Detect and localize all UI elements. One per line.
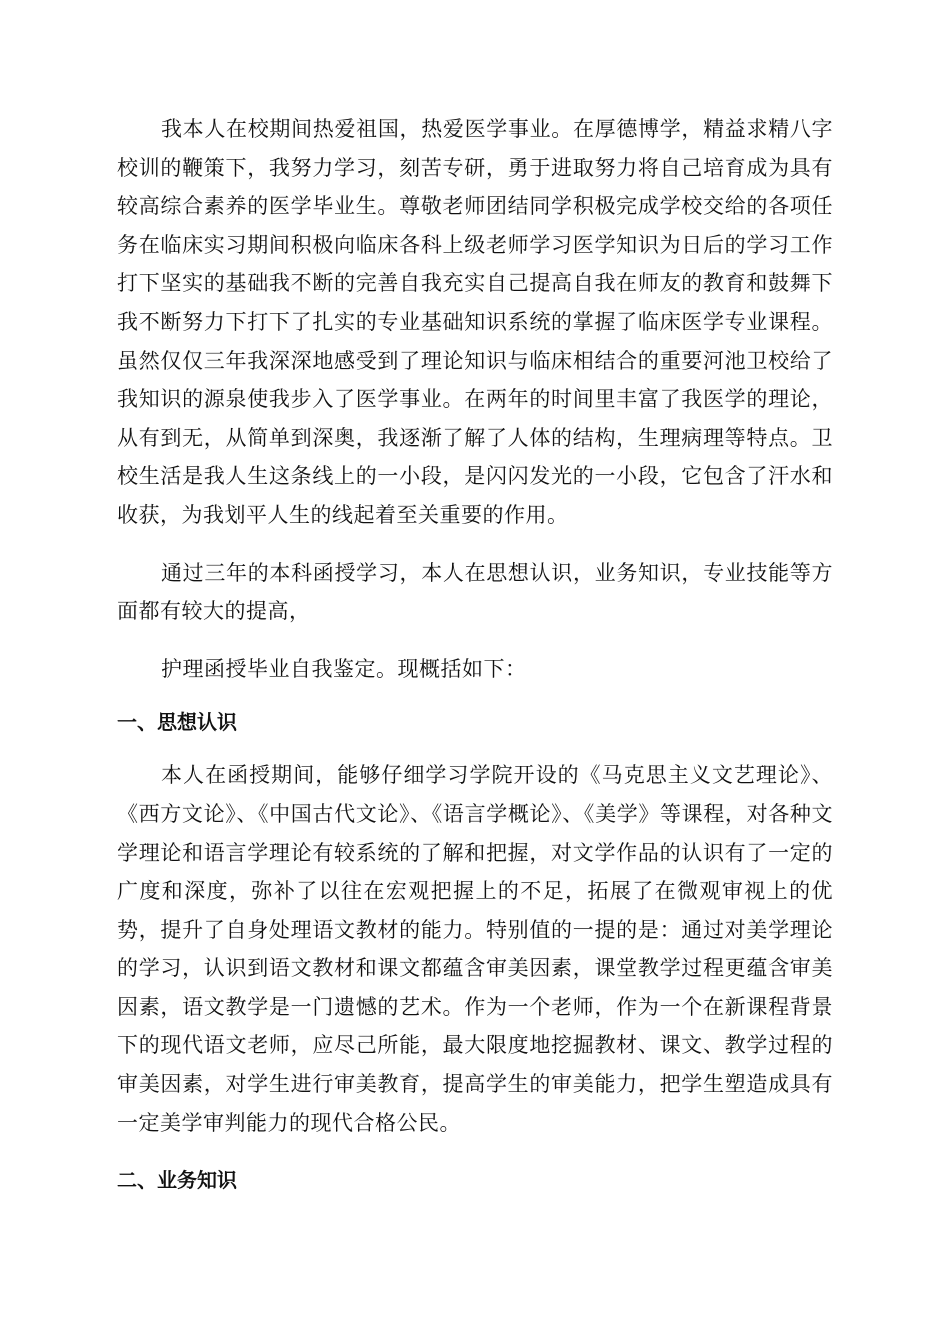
heading-professional-knowledge: 二、业务知识	[117, 1168, 237, 1193]
heading-ideological-understanding: 一、思想认识	[117, 710, 237, 735]
paragraph-study-summary: 通过三年的本科函授学习，本人在思想认识，业务知识，专业技能等方面都有较大的提高，	[117, 560, 833, 624]
paragraph-ideological-understanding: 本人在函授期间，能够仔细学习学院开设的《马克思主义文艺理论》、《西方文论》、《中国古代文论》、《语言学概论》、《美学》等课程，对各种文学理论和语言学理论有较系统的了解和把握，对文学作品的认识有了一定的广度和深度，弥补了以往在宏观把握上的不足，拓展了在微观审视上的优势，提升了自身处理语文教材的能力。特别值的一提的是：通过对美学理论的学习，认识到语文教材和课文都蕴含审美因素，课堂教学过程更蕴含审美因素，语文教学是一门遗憾的艺术。作为一个老师，作为一个在新课程背景下的现代语文老师，应尽己所能，最大限度地挖掘教材、课文、教学过程的审美因素，对学生进行审美教育，提高学生的审美能力，把学生塑造成具有一定美学审判能力的现代合格公民。	[117, 763, 833, 1135]
paragraph-self-introduction: 我本人在校期间热爱祖国，热爱医学事业。在厚德博学，精益求精八字校训的鞭策下，我努力学习，刻苦专研，勇于进取努力将自己培育成为具有较高综合素养的医学毕业生。尊敬老师团结同学积极完成学校交给的各项任务在临床实习期间积极向临床各科上级老师学习医学知识为日后的学习工作打下坚实的基础我不断的完善自我充实自己提高自我在师友的教育和鼓舞下我不断努力下打下了扎实的专业基础知识系统的掌握了临床医学专业课程。虽然仅仅三年我深深地感受到了理论知识与临床相结合的重要河池卫校给了我知识的源泉使我步入了医学事业。在两年的时间里丰富了我医学的理论，从有到无，从简单到深奥，我逐渐了解了人体的结构，生理病理等特点。卫校生活是我人生这条线上的一小段，是闪闪发光的一小段，它包含了汗水和收获，为我划平人生的线起着至关重要的作用。	[117, 117, 833, 527]
document-page	[117, 110, 833, 1194]
paragraph-overview-intro: 护理函授毕业自我鉴定。现概括如下：	[161, 656, 527, 681]
